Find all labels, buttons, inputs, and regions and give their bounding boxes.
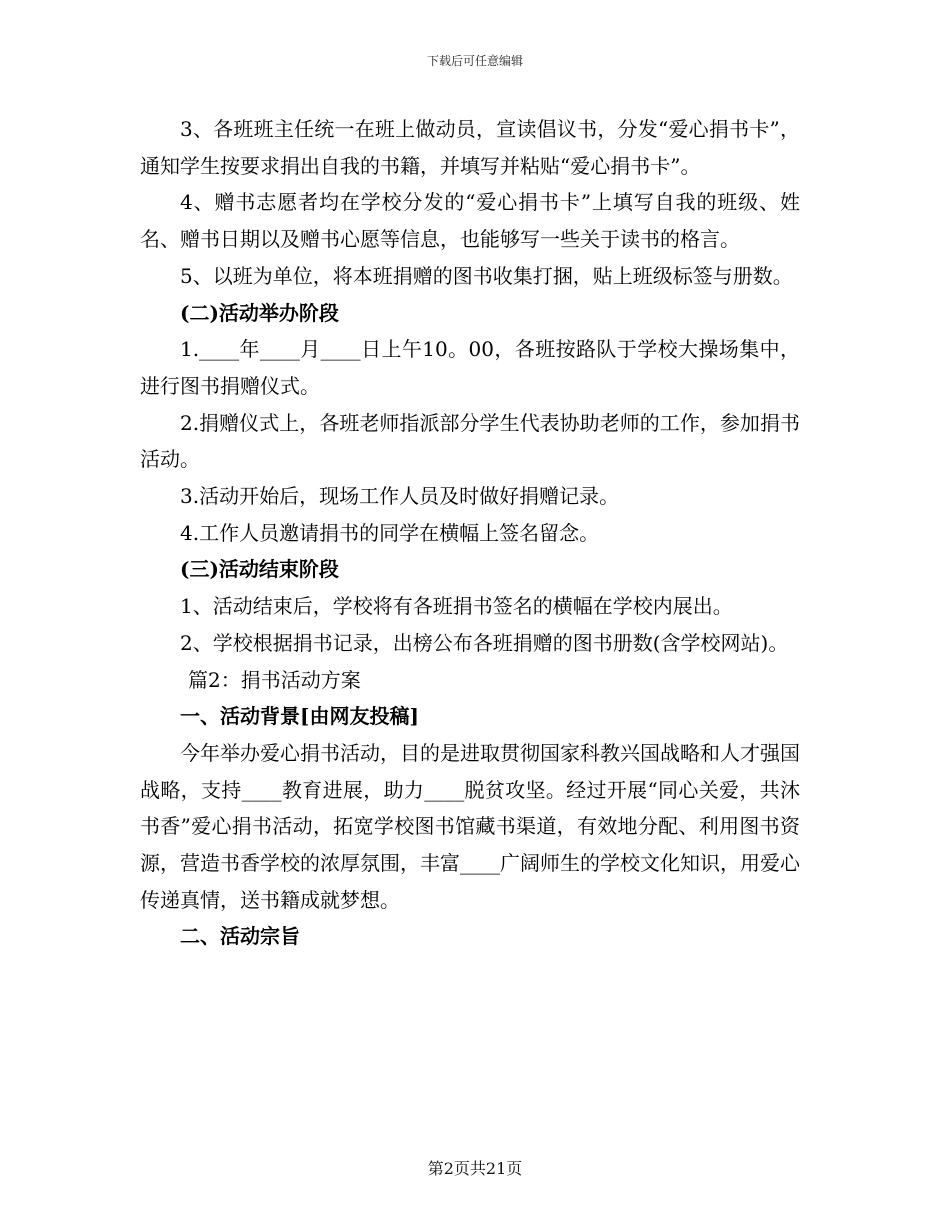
section-title: 篇2：捐书活动方案: [188, 667, 361, 692]
heading-stage-2: (二)活动举办阶段: [180, 300, 339, 325]
paragraph-stage2-item-3: 3.活动开始后，现场工作人员及时做好捐赠记录。: [180, 484, 620, 509]
heading-stage-3: (三)活动结束阶段: [180, 557, 339, 582]
paragraph-step-3: 3、各班班主任统一在班上做动员，宣读倡议书，分发“爱心捐书卡”，通知学生按要求捐出自我的书籍，并填写并粘贴“爱心捐书卡”。: [140, 117, 800, 178]
heading-purpose: 二、活动宗旨: [180, 924, 300, 949]
paragraph-step-4: 4、赠书志愿者均在学校分发的“爱心捐书卡”上填写自我的班级、姓名、赠书日期以及赠书心愿等信息，也能够写一些关于读书的格言。: [140, 190, 800, 252]
paragraph-stage3-item-1: 1、活动结束后，学校将有各班捐书签名的横幅在学校内展出。: [180, 594, 733, 619]
paragraph-stage3-item-2: 2、学校根据捐书记录，出榜公布各班捐赠的图书册数(含学校网站)。: [180, 630, 789, 655]
paragraph-stage2-item-4: 4.工作人员邀请捐书的同学在横幅上签名留念。: [180, 520, 600, 545]
paragraph-step-5: 5、以班为单位，将本班捐赠的图书收集打捆，贴上班级标签与册数。: [180, 263, 793, 288]
page-footer: 第2页共21页: [427, 1159, 523, 1178]
paragraph-stage2-item-2: 2.捐赠仪式上，各班老师指派部分学生代表协助老师的工作，参加捐书活动。: [140, 410, 800, 472]
paragraph-background: 今年举办爱心捐书活动，目的是进取贯彻国家科教兴国战略和人才强国战略，支持____教育进展，助力____脱贫攻坚。经过开展“同心关爱，共沐书香”爱心捐书活动，拓宽学校图书馆藏书渠道，有效地分配、利用图书资源，营造书香学校的浓厚氛围，丰富____广阔师生的学校文化知识，用爱心传递真情，送书籍成就梦想。: [140, 740, 800, 912]
document-body: [140, 111, 800, 955]
heading-background: 一、活动背景[由网友投稿]: [180, 704, 419, 729]
paragraph-stage2-item-1: 1.____年____月____日上午10。00，各班按路队于学校大操场集中，进行图书捐赠仪式。: [140, 337, 800, 398]
page-header: 下载后可任意编辑: [426, 54, 523, 68]
